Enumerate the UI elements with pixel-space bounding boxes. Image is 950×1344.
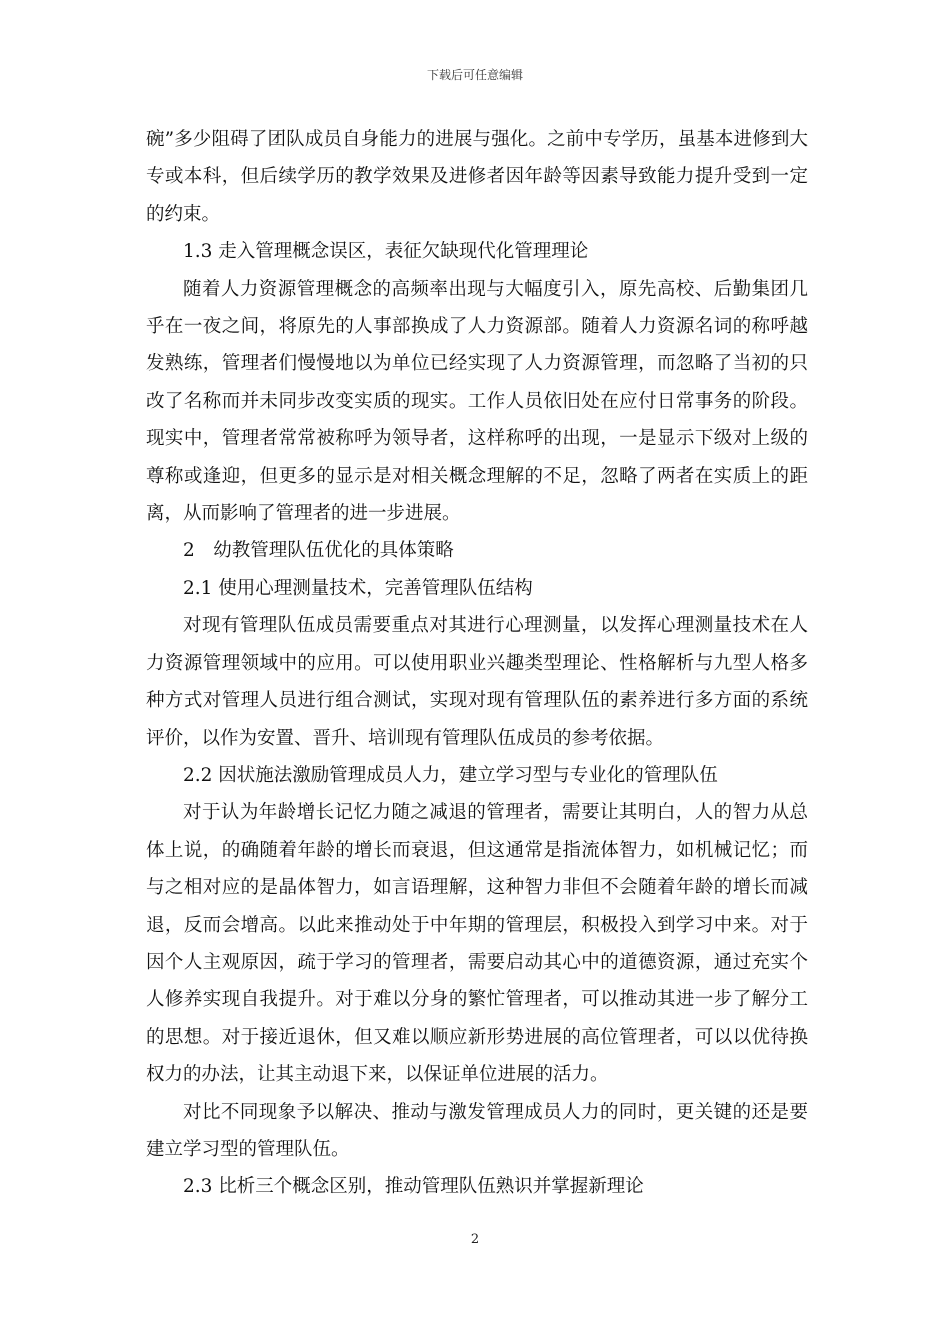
section-heading: 1.3 走入管理概念误区，表征欠缺现代化管理理论 bbox=[183, 241, 589, 263]
header-note: 下载后可任意编辑 bbox=[426, 68, 523, 82]
paragraph: 对于认为年龄增长记忆力随之减退的管理者，需要让其明白，人的智力从总体上说，的确随着年龄的增长而衰退，但这通常是指流体智力，如机械记忆；而与之相对应的是晶体智力，如言语理解，这种智力非但不会随着年龄的增长而减退，反而会增高。以此来推动处于中年期的管理层，积极投入到学习中来。对于因个人主观原因，疏于学习的管理者，需要启动其心中的道德资源，通过充实个人修养实现自我提升。对于难以分身的繁忙管理者，可以推动其进一步了解分工的思想。对于接近退休，但又难以顺应新形势进展的高位管理者，可以以优待换权力的办法，让其主动退下来，以保证单位进展的活力。 bbox=[146, 802, 808, 1086]
section-heading: 2.2 因状施法激励管理成员人力，建立学习型与专业化的管理队伍 bbox=[183, 764, 718, 786]
section-heading: 2.1 使用心理测量技术，完善管理队伍结构 bbox=[183, 577, 533, 599]
paragraph: 随着人力资源管理概念的高频率出现与大幅度引入，原先高校、后勤集团几乎在一夜之间，将原先的人事部换成了人力资源部。随着人力资源名词的称呼越发熟练，管理者们慢慢地以为单位已经实现了人力资源管理，而忽略了当初的只改了名称而并未同步改变实质的现实。工作人员依旧处在应付日常事务的阶段。现实中，管理者常常被称呼为领导者，这样称呼的出现，一是显示下级对上级的尊称或逢迎，但更多的显示是对相关概念理解的不足，忽略了两者在实质上的距离，从而影响了管理者的进一步进展。 bbox=[146, 278, 808, 525]
page-number: 2 bbox=[470, 1232, 480, 1247]
section-heading: 2.3 比析三个概念区别，推动管理队伍熟识并掌握新理论 bbox=[183, 1176, 644, 1198]
paragraph: 对比不同现象予以解决、推动与激发管理成员人力的同时，更关键的还是要建立学习型的管理队伍。 bbox=[146, 1101, 808, 1160]
section-heading: 2 幼教管理队伍优化的具体策略 bbox=[183, 540, 454, 562]
document-body bbox=[146, 121, 808, 1206]
paragraph: 对现有管理队伍成员需要重点对其进行心理测量，以发挥心理测量技术在人力资源管理领域中的应用。可以使用职业兴趣类型理论、性格解析与九型人格多种方式对管理人员进行组合测试，实现对现有管理队伍的素养进行多方面的系统评价，以作为安置、晋升、培训现有管理队伍成员的参考依据。 bbox=[146, 615, 808, 749]
paragraph: 碗”多少阻碍了团队成员自身能力的进展与强化。之前中专学历，虽基本进修到大专或本科，但后续学历的教学效果及进修者因年龄等因素导致能力提升受到一定的约束。 bbox=[146, 129, 808, 225]
